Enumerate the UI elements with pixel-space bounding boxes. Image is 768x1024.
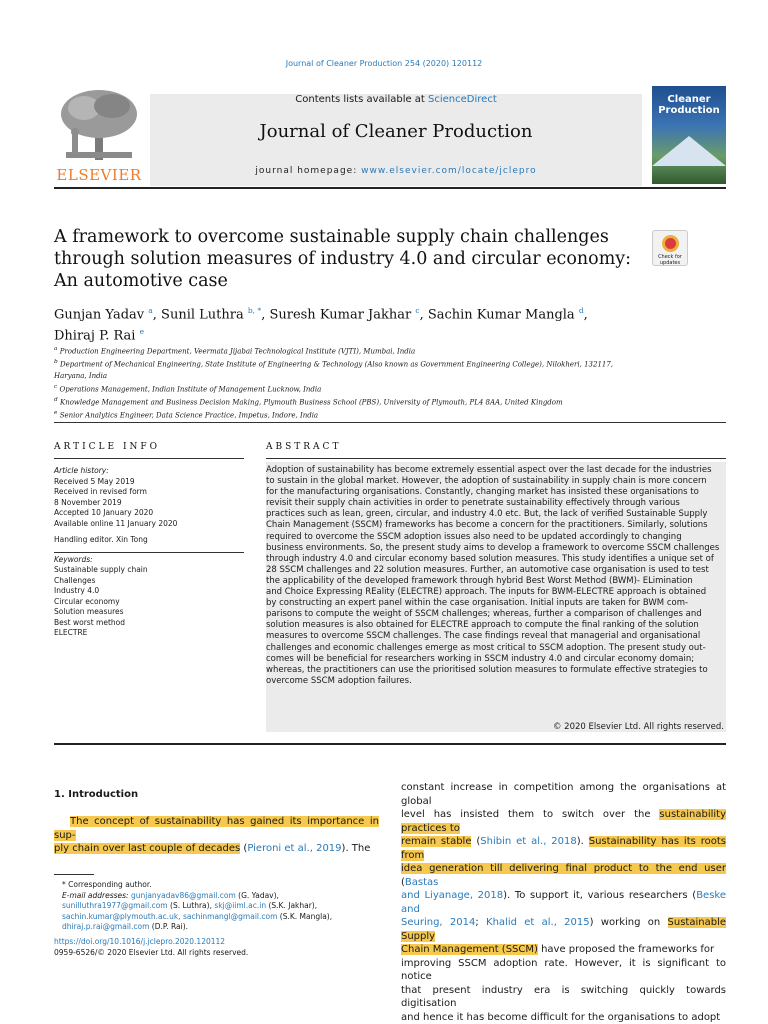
affiliation-text: Production Engineering Department, Veermata Jijabai Technological Institute (VJTI), Mumbai, India	[59, 347, 416, 356]
author-name[interactable]: Dhiraj P. Rai	[54, 328, 136, 344]
intro-right-column	[401, 781, 726, 1024]
homepage-prefix: journal homepage:	[255, 166, 362, 176]
abstract	[266, 462, 726, 732]
intro-left-column	[54, 815, 379, 856]
intro-paragraph-line: remain stable (Shibin et al., 2018). Sustainability has its roots from	[401, 836, 727, 861]
abstract-line: through industry 4.0 and circular economy based solution measures. This study identifies a unique set of	[266, 553, 714, 564]
highlighted-text: ply chain over last couple of decades	[54, 843, 241, 854]
journal-name[interactable]: Journal of Cleaner Production	[259, 121, 533, 142]
abstract-line: 28 SSCM challenges and 22 solution measures. Further, an automotive case organisation is used to test	[266, 564, 709, 575]
intro-paragraph-line: that present industry era is switching quickly towards digitisation	[401, 984, 726, 1009]
citation-link[interactable]: Pieroni et al., 2019	[247, 843, 342, 854]
abstract-line: measures to overcome SSCM challenges. The case findings reveal that managerial and organisational	[266, 631, 701, 642]
abstract-copyright: © 2020 Elsevier Ltd. All rights reserved.	[552, 722, 724, 732]
sciencedirect-link[interactable]: ScienceDirect	[428, 94, 497, 105]
footnote-divider	[54, 874, 94, 875]
homepage-link[interactable]: www.elsevier.com/locate/jclepro	[361, 166, 537, 176]
abstract-line: the applicability of the developed framework through hybrid Best Worst Method (BWM)- ELimination	[266, 575, 693, 586]
author-affiliation-mark[interactable]: e	[139, 327, 145, 337]
crossmark-label-line1: Check for	[658, 254, 682, 260]
elsevier-tree-icon	[54, 86, 144, 166]
affiliation-mark: a	[54, 346, 58, 352]
author-name[interactable]: Suresh Kumar Jakhar	[269, 307, 412, 323]
keyword-item: Solution measures	[54, 607, 124, 616]
history-item: Accepted 10 January 2020	[54, 508, 154, 517]
body-text: ). The	[341, 843, 371, 854]
affiliation-mark: c	[54, 383, 58, 390]
highlighted-text: idea generation till delivering final product to the end user	[401, 863, 726, 874]
article-title: A framework to overcome sustainable supply chain challenges through solution measures of industry 4.0 and circular economy: An automotive case	[54, 227, 632, 291]
intro-paragraph-line: improving SSCM adoption rate. However, it is significant to notice	[401, 957, 726, 982]
abstract-line: practices such as lean, green, circular, and industry 4.0 etc. But, the lack of verified Sustainable Supply	[266, 509, 708, 520]
email-owner: (S.K. Mangla),	[279, 911, 333, 921]
history-item: Received 5 May 2019	[54, 476, 135, 486]
crossmark-label	[653, 254, 687, 266]
author-affiliation-mark[interactable]: c	[415, 306, 420, 315]
email-link[interactable]: dhiraj.p.rai@gmail.com	[62, 922, 150, 931]
intro-paragraph-line	[401, 808, 726, 835]
affiliation-item	[54, 395, 644, 408]
issn-line: 0959-6526/© 2020 Elsevier Ltd. All rights reserved.	[54, 947, 249, 957]
keywords-label: Keywords:	[54, 554, 93, 564]
citation-link[interactable]: Beske and	[401, 890, 726, 915]
affiliation-item	[54, 408, 644, 421]
abstract-line: overcome SSCM adoption failures.	[266, 675, 412, 686]
intro-paragraph-line: ply chain over last couple of decades (Pieroni et al., 2019). The	[54, 843, 371, 854]
contents-prefix: Contents lists available at	[295, 94, 429, 105]
affiliation-text: Operations Management, Indian Institute of Management Lucknow, India	[59, 384, 322, 393]
email-owner: (S.K. Jakhar),	[268, 901, 318, 910]
author-affiliation-mark[interactable]: d	[578, 306, 584, 315]
intro-paragraph-line: Seuring, 2014; Khalid et al., 2015) working on Sustainable Supply	[401, 917, 726, 942]
email-owner: (G. Yadav),	[238, 890, 279, 900]
abstract-line: business environments. So, the present study aims to develop a framework to overcome SSCM challenges	[266, 542, 720, 553]
abstract-line: solution measures is also obtained for ELECTRE approach to compute the final ranking of the solution	[266, 620, 699, 631]
citation-link[interactable]: and Liyanage, 2018	[401, 890, 504, 901]
citation-link[interactable]: Khalid et al., 2015	[486, 917, 590, 928]
author-name[interactable]: Gunjan Yadav	[54, 307, 145, 323]
history-item: 8 November 2019	[54, 497, 122, 507]
body-text: ) working on	[589, 917, 668, 928]
contents-line	[150, 94, 642, 105]
publisher-wordmark: ELSEVIER	[56, 166, 142, 184]
cover-title	[652, 94, 726, 116]
highlighted-text: Sustainability has its roots from	[401, 836, 727, 861]
article-info-divider	[54, 458, 244, 459]
abstract-heading: ABSTRACT	[266, 442, 342, 452]
highlighted-text: Chain Management (SSCM)	[401, 944, 538, 955]
footnote	[54, 880, 379, 933]
journal-cover-image[interactable]	[652, 86, 726, 184]
abstract-line: challenges and economic challenges emerge as most critical to SSCM adoption. The present study out-	[266, 642, 706, 653]
email-link[interactable]: sunilluthra1977@gmail.com	[62, 901, 168, 910]
citation-link[interactable]: Bastas	[404, 876, 439, 888]
email-link[interactable]: sachinmangl@gmail.com	[182, 911, 278, 921]
email-link[interactable]: gunjanyadav86@gmail.com	[130, 890, 236, 900]
intro-paragraph-line	[401, 889, 726, 916]
email-label: E-mail addresses:	[62, 890, 129, 900]
homepage-line	[150, 166, 642, 176]
body-text: ). To support it, various researchers (	[503, 890, 697, 901]
affiliation-item	[54, 357, 644, 381]
article-info-heading: ARTICLE INFO	[54, 442, 161, 452]
author-list: Gunjan Yadav $^a$, Sunil Luthra $^{b, *}$, Suresh Kumar Jakhar $^c$, Sachin Kumar Mangla $^d$, Dhiraj P. Rai $^e$	[54, 306, 588, 344]
history-item: Available online 11 January 2020	[54, 518, 178, 528]
intro-paragraph-line: constant increase in competition among the organisations at global	[401, 782, 726, 807]
doi-link[interactable]: https://doi.org/10.1016/j.jclepro.2020.120112	[54, 937, 226, 946]
author-affiliation-mark[interactable]: b, *	[247, 306, 262, 315]
body-text: level has insisted them to switch over the	[401, 809, 660, 820]
header-divider	[54, 187, 726, 189]
abstract-line: required to overcome the SSCM adoption issues also need to be updated accordingly to changing	[266, 531, 682, 542]
affiliation-text: Senior Analytics Engineer, Data Science Practice, Impetus, Indore, India	[59, 411, 319, 420]
email-owner: (S. Luthra),	[170, 901, 212, 910]
keyword-item: Best worst method	[54, 617, 125, 627]
journal-citation[interactable]: Journal of Cleaner Production 254 (2020) 120112	[285, 59, 483, 68]
abstract-line: and Choice Expressing REality (ELECTRE) approach. The inputs for BWM-ELECTRE approach is obtained	[266, 587, 707, 598]
crossmark-icon	[662, 235, 679, 252]
cover-title-line2: Production	[658, 105, 720, 116]
affiliation-mark: e	[54, 410, 58, 417]
abstract-line: Adoption of sustainability has become extremely essential aspect over the last decade for the industries	[266, 465, 712, 475]
journal-masthead	[150, 94, 642, 186]
affiliation-item	[54, 344, 644, 357]
abstract-bottom-divider	[54, 743, 726, 745]
email-link[interactable]: skj@iiml.ac.in	[214, 901, 267, 910]
author-affiliation-mark[interactable]: a	[148, 306, 153, 315]
abstract-line: revisit their supply chain activities in order to penetrate sustainability effectively through various	[266, 498, 680, 509]
highlighted-text: remain stable	[401, 836, 472, 847]
cover-mountain	[652, 136, 726, 166]
article-info	[54, 466, 244, 639]
keyword-item: Sustainable supply chain	[54, 565, 148, 574]
highlighted-text: The concept of sustainability has gained its importance in sup-	[54, 816, 379, 841]
email-link[interactable]: sachin.kumar@plymouth.ac.uk,	[62, 911, 181, 921]
affiliation-mark: b	[54, 359, 58, 366]
abstract-line: for the manufacturing organisations. Constantly, changing market has insisted these organisations to	[266, 487, 699, 498]
keyword-item: Circular economy	[54, 596, 120, 606]
affiliation-mark: d	[54, 396, 58, 403]
citation-link[interactable]: Shibin et al., 2018	[480, 836, 577, 847]
history-label: Article history:	[54, 466, 109, 475]
highlighted-text: Sustainable Supply	[401, 917, 726, 942]
intro-paragraph-line: idea generation till delivering final product to the end user (Bastas	[401, 863, 726, 888]
citation-link[interactable]: Seuring, 2014	[401, 917, 476, 928]
affiliation-text: Knowledge Management and Business Decision Making, Plymouth Business School (PBS), University of Plymouth, PL4 8AA, United Kingdom	[59, 398, 563, 407]
handling-editor: Handling editor. Xin Tong	[54, 535, 148, 544]
history-item: Received in revised form	[54, 487, 147, 496]
intro-paragraph-line: and hence it has become difficult for the organisations to adopt	[401, 1011, 721, 1023]
cover-title-line1: Cleaner	[667, 94, 711, 105]
keyword-item: ELECTRE	[54, 628, 88, 637]
intro-paragraph-line	[54, 815, 379, 842]
introduction-heading: 1. Introduction	[54, 789, 139, 800]
abstract-line: to sustain in the global market. However, the adoption of sustainability in supply chain is more concern	[266, 476, 707, 487]
abstract-line: whereas, the practitioners can use the prioritised solution measures to formulate effective strategies to	[266, 664, 708, 675]
elsevier-logo	[54, 86, 144, 184]
doi-block	[54, 937, 379, 958]
keywords-divider	[54, 552, 244, 553]
highlighted-text: sustainability practices to	[401, 809, 726, 834]
affiliation-item	[54, 382, 644, 395]
abstract-line: comes will be beneficial for researchers working in SSCM industry 4.0 and circular economy domain;	[266, 653, 695, 664]
affiliation-list	[54, 344, 644, 422]
abstract-text	[266, 465, 726, 687]
intro-paragraph-line	[401, 943, 726, 957]
affiliation-divider	[54, 422, 726, 423]
check-for-updates-button[interactable]	[652, 230, 688, 266]
email-owner: (D.P. Rai).	[151, 922, 189, 931]
abstract-divider	[266, 458, 726, 459]
crossmark-label-line2: updates	[659, 260, 681, 266]
corresponding-author-note: * Corresponding author.	[62, 880, 152, 889]
affiliation-text: Department of Mechanical Engineering, State Institute of Engineering & Technology (Also known as Government Engineering College), Nilokheri, 132117, Haryana, India	[54, 360, 614, 380]
keyword-item: Challenges	[54, 575, 96, 585]
author-name[interactable]: Sunil Luthra	[161, 307, 244, 323]
body-text: have proposed the frameworks for	[537, 944, 715, 955]
email-line	[54, 891, 379, 933]
author-name[interactable]: Sachin Kumar Mangla	[427, 307, 575, 323]
abstract-line: parisons to compute the weight of SSCM challenges; whereas, further a comparison of challenges and	[266, 609, 702, 620]
keyword-item: Industry 4.0	[54, 586, 100, 595]
abstract-line: by constructing an expert panel within the case organisation. Initial inputs are taken for BWM com-	[266, 598, 689, 609]
abstract-line: Chain Management (SSCM) frameworks has become a concern for the practitioners. Similarly, solutions	[266, 520, 708, 531]
